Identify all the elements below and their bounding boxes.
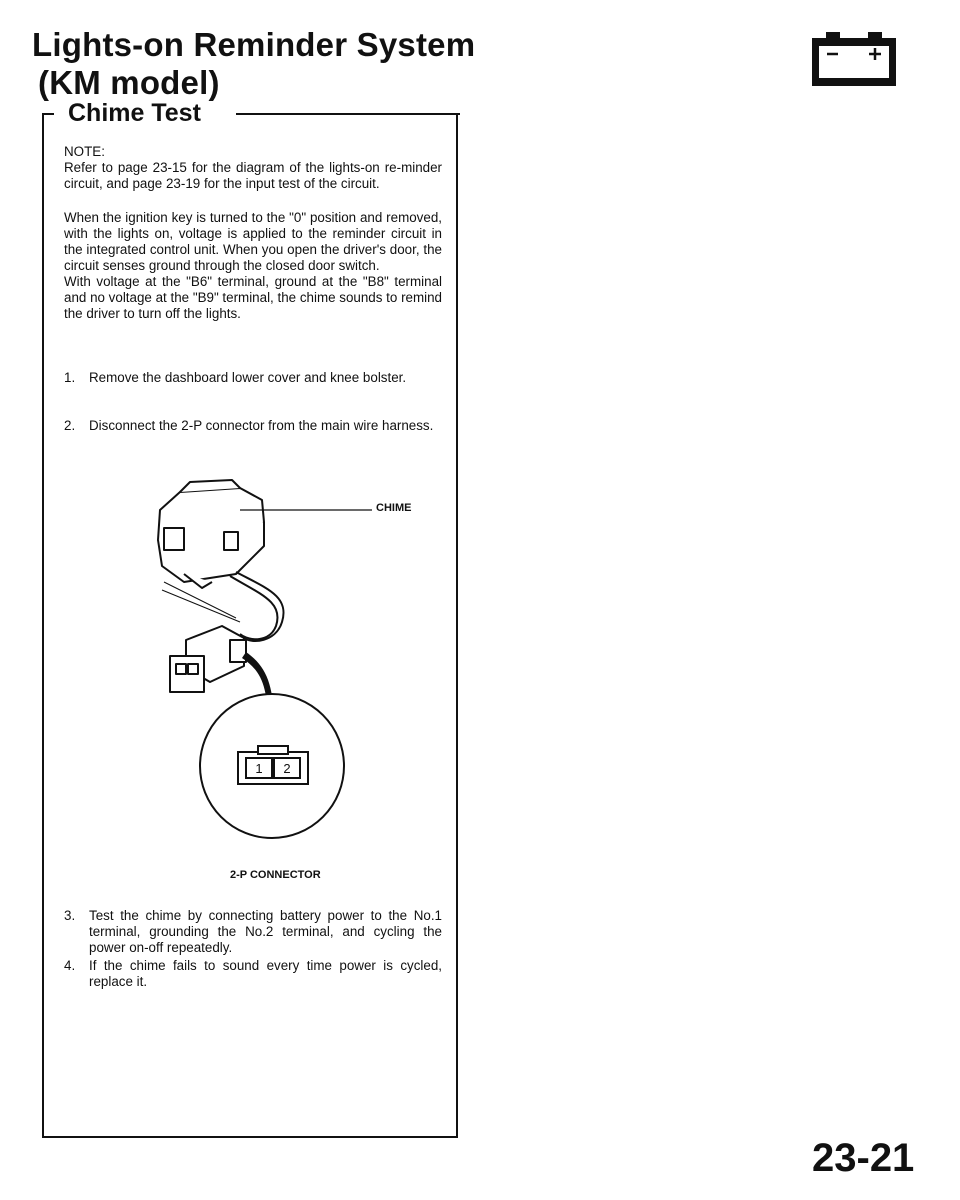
terminal-1-label: 1 bbox=[255, 761, 263, 776]
wire-b bbox=[230, 576, 278, 639]
battery-icon bbox=[812, 32, 896, 86]
note-label: NOTE: bbox=[64, 144, 105, 159]
page-title bbox=[32, 26, 475, 102]
connector-label: 2-P CONNECTOR bbox=[230, 869, 321, 881]
step-1 bbox=[64, 370, 442, 386]
wire-a bbox=[236, 572, 284, 641]
chime-window-right bbox=[224, 532, 238, 550]
chime-window-left bbox=[164, 528, 184, 550]
step-3 bbox=[64, 908, 442, 956]
step-number: 4. bbox=[64, 958, 76, 973]
note-text: Refer to page 23-15 for the diagram of the lights-on re-minder circuit, and page 23-19 for the input test of the circuit. bbox=[64, 160, 442, 191]
guide-line-2 bbox=[162, 590, 240, 622]
terminal-2-label: 2 bbox=[283, 761, 291, 776]
step-text: If the chime fails to sound every time power is cycled, replace it. bbox=[89, 958, 442, 989]
step-number: 1. bbox=[64, 370, 76, 385]
step-number: 3. bbox=[64, 908, 76, 923]
title-line-1: Lights-on Reminder System bbox=[32, 26, 476, 63]
step-text: Test the chime by connecting battery power to the No.1 terminal, grounding the No.2 terminal, and cycling the power on-off repeatedly. bbox=[89, 908, 442, 955]
connector-pin-2 bbox=[188, 664, 198, 674]
step-number: 2. bbox=[64, 418, 76, 433]
page-number: 23-21 bbox=[812, 1136, 915, 1180]
description-block bbox=[64, 210, 442, 322]
connector-lock-tab bbox=[258, 746, 288, 754]
step-4 bbox=[64, 958, 442, 990]
step-text: Disconnect the 2-P connector from the main wire harness. bbox=[89, 418, 434, 433]
title-line-2: (KM model) bbox=[38, 64, 220, 101]
note-block bbox=[64, 144, 442, 192]
description-paragraph-1: When the ignition key is turned to the "0" position and removed, with the lights on, voltage is applied to the reminder circuit in the integrated control unit. When you open the driver's door, the circuit senses ground through the closed door switch. bbox=[64, 210, 442, 273]
connector-pin-1 bbox=[176, 664, 186, 674]
chime-label: CHIME bbox=[376, 502, 412, 514]
section-title: Chime Test bbox=[68, 99, 201, 127]
description-paragraph-2: With voltage at the "B6" terminal, ground at the "B8" terminal and no voltage at the "B9" terminal, the chime sounds to remind the driver to turn off the lights. bbox=[64, 274, 442, 321]
step-2 bbox=[64, 418, 442, 434]
chime-connector-diagram bbox=[140, 470, 380, 890]
step-text: Remove the dashboard lower cover and knee bolster. bbox=[89, 370, 407, 385]
